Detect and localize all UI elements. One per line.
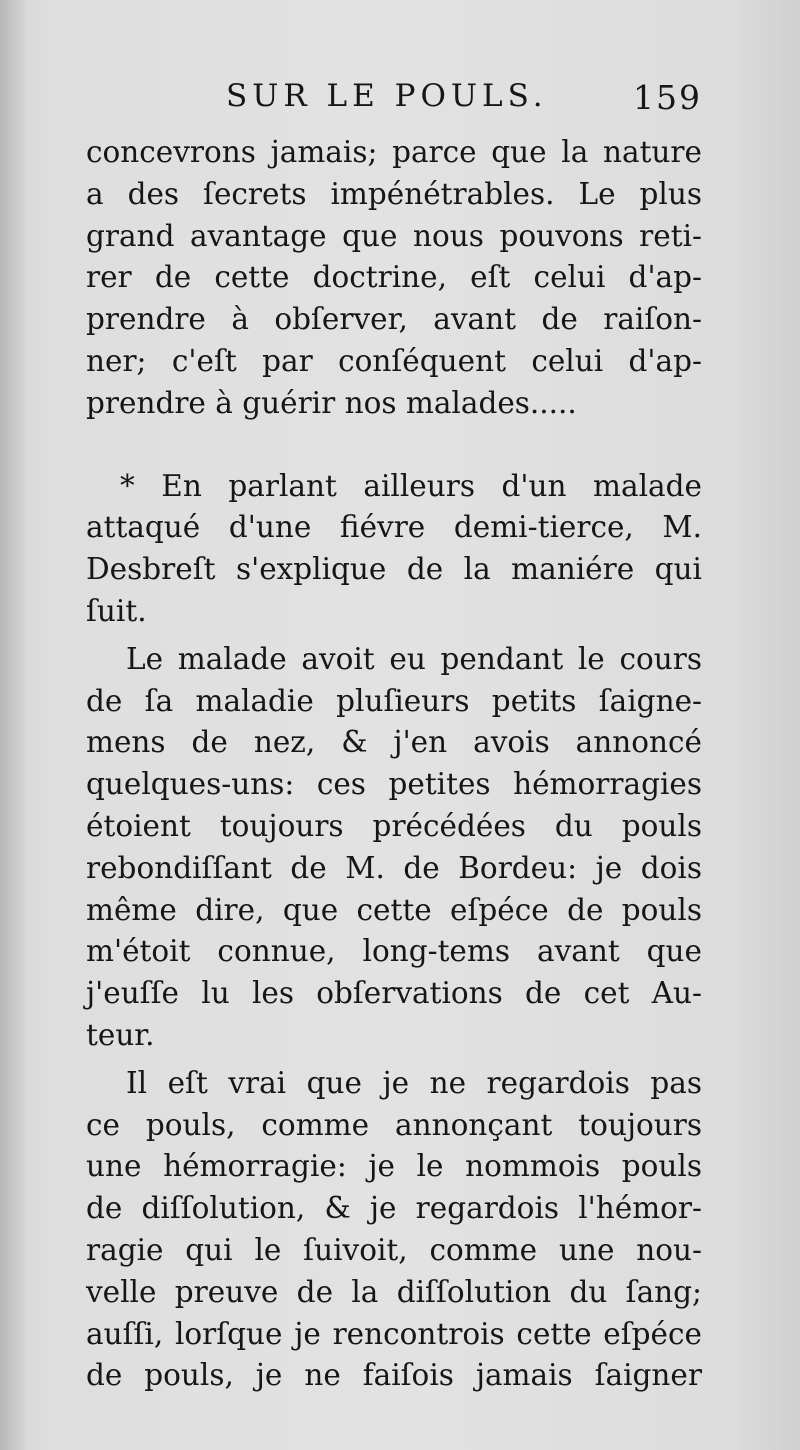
text-line: même dire, que cette eſpéce de pouls <box>86 892 702 927</box>
text-line: une hémorragie: je le nommois pouls <box>86 1149 702 1184</box>
paragraph-4 <box>86 1063 702 1397</box>
text-line: de diſſolution, & je regardois l'hémor- <box>86 1191 702 1226</box>
text-line: * En parlant ailleurs d'un malade <box>120 468 702 503</box>
page-number: 159 <box>633 78 702 117</box>
paragraph-2 <box>86 466 702 508</box>
text-line: prendre à guérir nos malades..... <box>86 385 577 420</box>
text-line: mens de nez, & j'en avois annoncé <box>86 725 702 760</box>
text-line: ce pouls, comme annonçant toujours <box>86 1107 702 1142</box>
text-line: prendre à obſerver, avant de raiſon- <box>86 302 702 337</box>
paragraph-1 <box>86 132 702 425</box>
paragraph-spacer <box>86 425 702 466</box>
text-line: de pouls, je ne faiſois jamais ſaigner <box>86 1358 702 1393</box>
text-line: ſuit. <box>86 593 147 628</box>
text-line: ragie qui le ſuivoit, comme une nou- <box>86 1232 702 1267</box>
page-header <box>86 78 702 128</box>
text-line: rer de cette doctrine, eſt celui d'ap- <box>86 260 702 295</box>
text-line: velle preuve de la diſſolution du ſang; <box>86 1274 702 1309</box>
text-line: Il eſt vrai que je ne regardois pas <box>126 1065 702 1100</box>
text-line: concevrons jamais; parce que la nature <box>86 135 702 169</box>
text-line: Le malade avoit eu pendant le cours <box>126 641 702 676</box>
text-line: étoient toujours précédées du pouls <box>86 808 702 843</box>
text-line: teur. <box>86 1017 155 1052</box>
body-text <box>86 132 702 1397</box>
running-head: SUR LE POULS. <box>226 78 548 114</box>
text-line: quelques-uns: ces petites hémorragies <box>86 767 702 802</box>
text-line: ner; c'eſt par conſéquent celui d'ap- <box>86 343 702 378</box>
paragraph-2-continued <box>86 507 702 632</box>
text-line: attaqué d'une fiévre demi-tierce, M. <box>86 510 702 545</box>
text-line: Desbreſt s'explique de la maniére qui <box>86 552 702 587</box>
gutter-shadow <box>0 0 28 1450</box>
text-line: de ſa maladie pluſieurs petits ſaigne- <box>86 683 702 718</box>
text-line: j'euſſe lu les obſervations de cet Au- <box>86 976 702 1011</box>
paragraph-3 <box>86 639 702 1057</box>
text-line: m'étoit connue, long-tems avant que <box>86 934 702 969</box>
text-line: rebondiſſant de M. de Bordeu: je dois <box>86 850 702 885</box>
text-line: grand avantage que nous pouvons reti- <box>86 218 702 253</box>
text-line: a des ſecrets impénétrables. Le plus <box>86 176 702 211</box>
text-line: auſſi, lorſque je rencontrois cette eſpéce <box>86 1316 702 1351</box>
